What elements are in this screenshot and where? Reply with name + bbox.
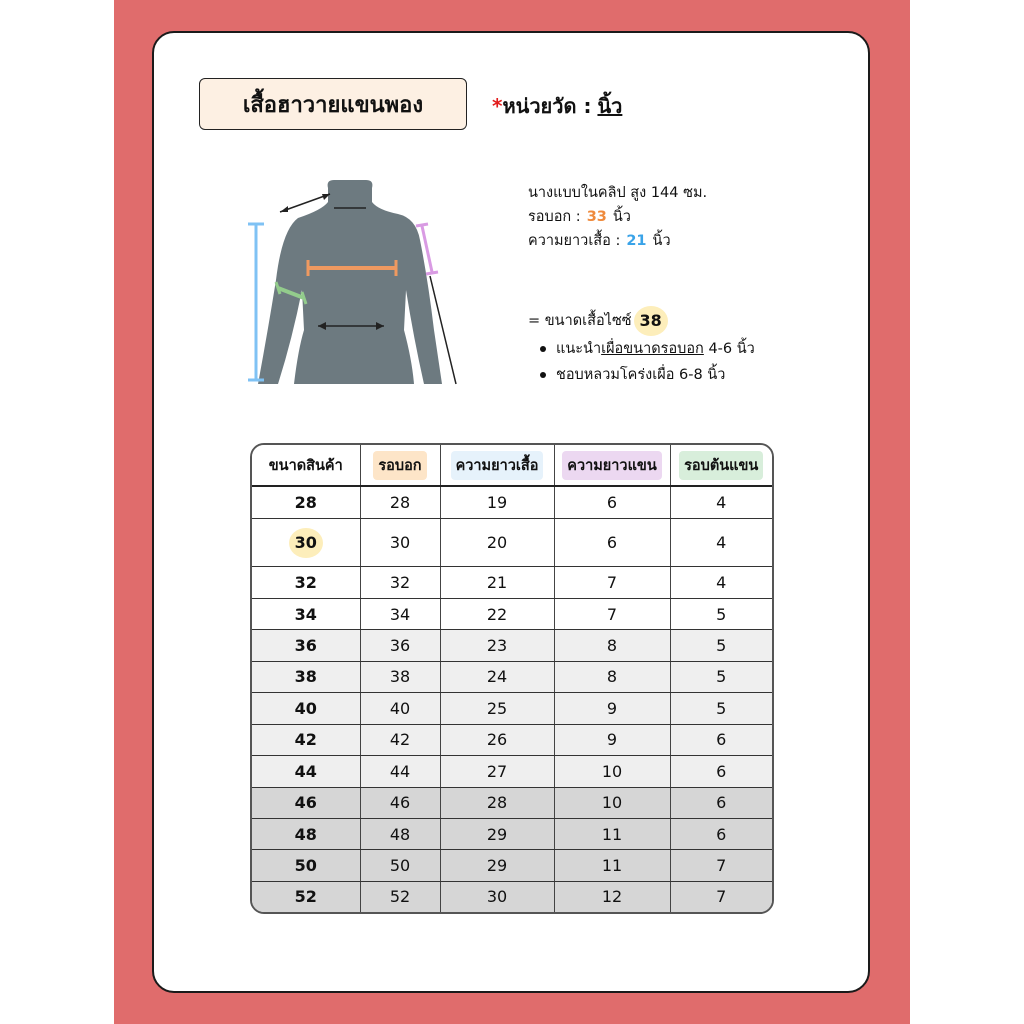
model-length-label: ความยาวเสื้อ : <box>528 233 621 249</box>
cell-text: 34 <box>294 604 317 624</box>
cell-text: 5 <box>716 667 727 687</box>
table-row <box>252 567 772 598</box>
cell-text: 44 <box>294 761 317 781</box>
value-cell <box>360 661 440 692</box>
value-cell <box>360 518 440 567</box>
value-cell <box>554 661 670 692</box>
cell-text: 10 <box>601 793 623 813</box>
value-cell <box>670 756 772 787</box>
size-cell <box>252 850 360 881</box>
size-cell <box>252 518 360 567</box>
suggestion-bullet-1 <box>540 336 755 362</box>
cell-text: 4 <box>716 533 727 553</box>
value-cell <box>360 756 440 787</box>
value-cell <box>360 598 440 629</box>
cell-text: 20 <box>486 533 508 553</box>
value-cell <box>554 724 670 755</box>
value-cell <box>554 518 670 567</box>
cell-text: 11 <box>601 856 623 876</box>
table-row <box>252 881 772 912</box>
cell-text: 8 <box>606 636 618 656</box>
value-cell <box>670 818 772 849</box>
value-cell <box>670 518 772 567</box>
value-cell <box>440 787 554 818</box>
header-length <box>440 445 554 486</box>
model-info <box>528 181 707 253</box>
value-cell <box>440 850 554 881</box>
size-cell <box>252 598 360 629</box>
asterisk: * <box>492 94 503 118</box>
cell-text: 5 <box>716 698 727 718</box>
cell-text: 50 <box>294 856 317 876</box>
cell-text: 30 <box>289 528 323 558</box>
cell-text: 42 <box>389 730 411 750</box>
header-chest-label: รอบอก <box>373 451 426 480</box>
bullet2-text: ชอบหลวมโคร่งเผื่อ 6-8 นิ้ว <box>556 367 726 383</box>
table-row <box>252 818 772 849</box>
header-sleeve-length <box>554 445 670 486</box>
cell-text: 19 <box>486 492 508 512</box>
size-suggestion <box>528 306 755 388</box>
size-cell <box>252 486 360 518</box>
value-cell <box>670 486 772 518</box>
value-cell <box>670 661 772 692</box>
header-sleeve-length-label: ความยาวแขน <box>562 451 662 480</box>
cell-text: 7 <box>716 887 727 907</box>
value-cell <box>360 850 440 881</box>
size-cell <box>252 693 360 724</box>
cell-text: 50 <box>389 856 411 876</box>
cell-text: 10 <box>601 761 623 781</box>
cell-text: 26 <box>486 730 508 750</box>
value-cell <box>360 567 440 598</box>
bullet1-post: 4-6 นิ้ว <box>703 341 755 357</box>
header-chest <box>360 445 440 486</box>
size-cell <box>252 756 360 787</box>
cell-text: 4 <box>716 573 727 593</box>
value-cell <box>440 598 554 629</box>
value-cell <box>554 693 670 724</box>
model-chest-label: รอบอก : <box>528 209 581 225</box>
value-cell <box>440 724 554 755</box>
unit-value: นิ้ว <box>597 94 623 118</box>
value-cell <box>360 787 440 818</box>
model-height: นางแบบในคลิป สูง 144 ซม. <box>528 185 708 201</box>
value-cell <box>670 787 772 818</box>
cell-text: 7 <box>606 573 618 593</box>
cell-text: 52 <box>389 887 411 907</box>
cell-text: 52 <box>294 887 317 907</box>
cell-text: 32 <box>389 573 411 593</box>
value-cell <box>440 693 554 724</box>
cell-text: 9 <box>606 698 618 718</box>
model-chest-unit: นิ้ว <box>612 209 631 225</box>
value-cell <box>360 818 440 849</box>
title-text: เสื้อฮาวายแขนพอง <box>242 92 424 118</box>
cell-text: 28 <box>294 492 317 512</box>
size-cell <box>252 567 360 598</box>
table-row <box>252 693 772 724</box>
cell-text: 34 <box>389 604 411 624</box>
header-size <box>252 445 360 486</box>
value-cell <box>554 630 670 661</box>
cell-text: 6 <box>716 824 727 844</box>
cell-text: 29 <box>486 856 508 876</box>
cell-text: 38 <box>294 667 317 687</box>
cell-text: 6 <box>716 730 727 750</box>
value-cell <box>440 881 554 912</box>
page-title <box>199 78 467 130</box>
cell-text: 11 <box>601 824 623 844</box>
value-cell <box>670 598 772 629</box>
cell-text: 46 <box>389 793 411 813</box>
cell-text: 6 <box>606 533 618 553</box>
value-cell <box>670 724 772 755</box>
value-cell <box>554 850 670 881</box>
value-cell <box>440 567 554 598</box>
table-row <box>252 787 772 818</box>
value-cell <box>360 693 440 724</box>
body-measurement-figure <box>238 180 460 386</box>
cell-text: 22 <box>486 604 508 624</box>
cell-text: 36 <box>294 636 317 656</box>
table-row <box>252 518 772 567</box>
cell-text: 23 <box>486 636 508 656</box>
header-size-label: ขนาดสินค้า <box>268 457 343 474</box>
value-cell <box>440 818 554 849</box>
header-sleeve-width <box>670 445 772 486</box>
value-cell <box>440 518 554 567</box>
cell-text: 46 <box>294 793 317 813</box>
suggested-size: 38 <box>634 306 668 336</box>
model-length-unit: นิ้ว <box>652 233 671 249</box>
cell-text: 27 <box>486 761 508 781</box>
unit-label: หน่วยวัด : <box>502 94 592 118</box>
header-length-label: ความยาวเสื้อ <box>451 451 544 480</box>
suggestion-bullet-2 <box>540 362 755 388</box>
size-cell <box>252 724 360 755</box>
table-row <box>252 598 772 629</box>
value-cell <box>360 881 440 912</box>
bullet-icon <box>540 346 546 352</box>
cell-text: 8 <box>606 667 618 687</box>
suggestion-prefix: = ขนาดเสื้อไซซ์ <box>528 313 632 329</box>
cell-text: 44 <box>389 761 411 781</box>
table-row <box>252 850 772 881</box>
value-cell <box>554 567 670 598</box>
table-row <box>252 724 772 755</box>
cell-text: 42 <box>294 730 317 750</box>
table-header-row <box>252 445 772 486</box>
bullet1-underlined: เผื่อขนาดรอบอก <box>601 341 704 357</box>
table-row <box>252 486 772 518</box>
value-cell <box>360 486 440 518</box>
value-cell <box>554 756 670 787</box>
size-table <box>250 443 774 914</box>
value-cell <box>440 661 554 692</box>
value-cell <box>360 724 440 755</box>
cell-text: 40 <box>294 698 317 718</box>
cell-text: 36 <box>389 636 411 656</box>
value-cell <box>670 630 772 661</box>
cell-text: 5 <box>716 604 727 624</box>
cell-text: 5 <box>716 636 727 656</box>
cell-text: 48 <box>389 824 411 844</box>
model-length-value: 21 <box>626 233 647 249</box>
value-cell <box>554 598 670 629</box>
cell-text: 25 <box>486 698 508 718</box>
cell-text: 38 <box>389 667 411 687</box>
cell-text: 4 <box>716 492 727 512</box>
table-row <box>252 630 772 661</box>
bullet1-pre: แนะนำ <box>556 341 602 357</box>
cell-text: 30 <box>486 887 508 907</box>
value-cell <box>554 818 670 849</box>
bullet-icon <box>540 372 546 378</box>
cell-text: 9 <box>606 730 618 750</box>
value-cell <box>670 567 772 598</box>
value-cell <box>440 756 554 787</box>
size-cell <box>252 881 360 912</box>
cell-text: 29 <box>486 824 508 844</box>
value-cell <box>554 787 670 818</box>
value-cell <box>670 881 772 912</box>
value-cell <box>440 486 554 518</box>
cell-text: 48 <box>294 824 317 844</box>
cell-text: 12 <box>601 887 623 907</box>
cell-text: 28 <box>389 492 411 512</box>
value-cell <box>554 486 670 518</box>
cell-text: 7 <box>606 604 618 624</box>
cell-text: 6 <box>606 492 618 512</box>
header-sleeve-width-label: รอบต้นแขน <box>679 451 763 480</box>
cell-text: 40 <box>389 698 411 718</box>
value-cell <box>554 881 670 912</box>
model-chest-value: 33 <box>586 209 607 225</box>
cell-text: 24 <box>486 667 508 687</box>
table-row <box>252 661 772 692</box>
cell-text: 7 <box>716 856 727 876</box>
size-cell <box>252 787 360 818</box>
cell-text: 32 <box>294 573 317 593</box>
cell-text: 6 <box>716 761 727 781</box>
cell-text: 30 <box>389 533 411 553</box>
value-cell <box>670 693 772 724</box>
cell-text: 6 <box>716 793 727 813</box>
size-cell <box>252 630 360 661</box>
value-cell <box>440 630 554 661</box>
size-cell <box>252 661 360 692</box>
unit-note <box>492 90 622 122</box>
cell-text: 28 <box>486 793 508 813</box>
value-cell <box>670 850 772 881</box>
value-cell <box>360 630 440 661</box>
cell-text: 21 <box>486 573 508 593</box>
table-row <box>252 756 772 787</box>
size-cell <box>252 818 360 849</box>
